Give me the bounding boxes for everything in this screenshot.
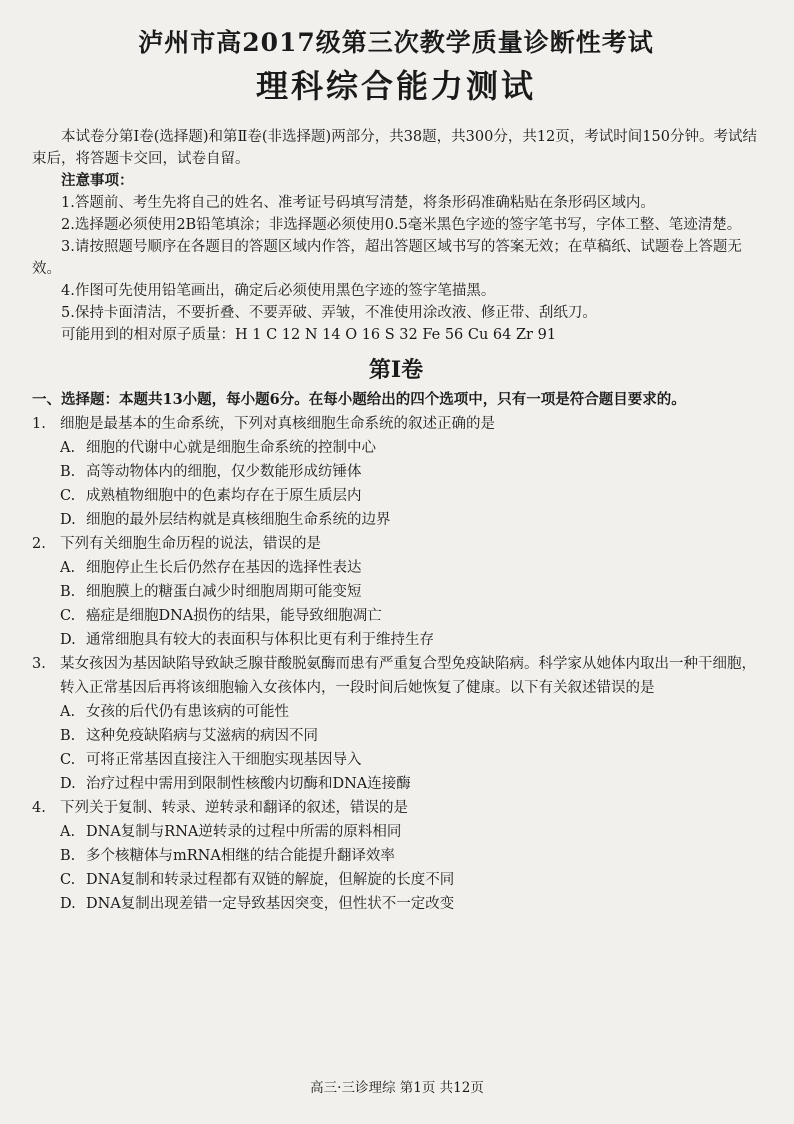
option-letter: D.: [60, 896, 76, 912]
intro-description: 本试卷分第Ⅰ卷(选择题)和第Ⅱ卷(非选择题)两部分，共38题，共300分，共12页，考试时间150分钟。考试结束后，将答题卡交回，试卷自留。: [32, 129, 757, 167]
option-text: 细胞的最外层结构就是真核细胞生命系统的边界: [86, 512, 391, 528]
option-letter: D.: [60, 776, 76, 792]
page-footer: 高三·三诊理综 第1页 共12页: [310, 1080, 484, 1096]
option-a: [60, 556, 760, 580]
notice-title: 注意事项：: [61, 172, 134, 189]
option-text: DNA复制与RNA逆转录的过程中所需的原料相同: [86, 824, 402, 840]
question-stem: [32, 532, 760, 556]
option-b: [60, 844, 760, 868]
question-1: [32, 412, 760, 532]
question-number: 2.: [32, 536, 46, 552]
option-text: 癌症是细胞DNA损伤的结果，能导致细胞凋亡: [86, 608, 382, 624]
option-text: 细胞停止生长后仍然存在基因的选择性表达: [86, 560, 362, 576]
option-text: 通常细胞具有较大的表面积与体积比更有利于维持生存: [86, 632, 434, 648]
option-b: [60, 724, 760, 748]
question-text: 下列有关细胞生命历程的说法，错误的是: [60, 536, 321, 552]
option-letter: D.: [60, 512, 76, 528]
question-stem: [32, 652, 760, 700]
option-a: [60, 700, 760, 724]
question-stem: [32, 412, 760, 436]
option-text: 女孩的后代仍有患该病的可能性: [86, 704, 289, 720]
option-b: [60, 580, 760, 604]
option-letter: A.: [60, 440, 76, 456]
option-list: [32, 700, 760, 796]
question-number: 3.: [32, 656, 46, 672]
option-text: 这种免疫缺陷病与艾滋病的病因不同: [86, 728, 318, 744]
question-text: 细胞是最基本的生命系统，下列对真核细胞生命系统的叙述正确的是: [60, 416, 495, 432]
section-title: 第Ⅰ卷: [368, 357, 424, 383]
question-stem: [32, 796, 760, 820]
option-c: [60, 748, 760, 772]
option-letter: B.: [60, 848, 76, 864]
intro-block: [32, 126, 760, 346]
option-letter: C.: [60, 872, 76, 888]
option-text: DNA复制出现差错一定导致基因突变，但性状不一定改变: [86, 896, 455, 912]
option-letter: B.: [60, 728, 76, 744]
option-d: [60, 892, 760, 916]
option-text: 高等动物体内的细胞，仅少数能形成纺锤体: [86, 464, 362, 480]
option-letter: A.: [60, 560, 76, 576]
option-letter: C.: [60, 608, 76, 624]
option-c: [60, 604, 760, 628]
option-letter: A.: [60, 824, 76, 840]
option-b: [60, 460, 760, 484]
option-a: [60, 436, 760, 460]
notice-item: 4.作图可先使用铅笔画出，确定后必须使用黑色字迹的签字笔描黑。: [61, 283, 496, 299]
question-text: 某女孩因为基因缺陷导致缺乏腺苷酸脱氨酶而患有严重复合型免疫缺陷病。科学家从她体内取出一种干细胞，转入正常基因后再将该细胞输入女孩体内，一段时间后她恢复了健康。以下有关叙述错误的是: [60, 656, 756, 696]
option-letter: C.: [60, 752, 76, 768]
option-letter: D.: [60, 632, 76, 648]
exam-title: 泸州市高2017级第三次教学质量诊断性考试: [138, 28, 654, 57]
option-text: 治疗过程中需用到限制性核酸内切酶和DNA连接酶: [86, 776, 411, 792]
option-d: [60, 508, 760, 532]
option-list: [32, 820, 760, 916]
question-number: 1.: [32, 416, 46, 432]
option-list: [32, 436, 760, 532]
option-text: 细胞的代谢中心就是细胞生命系统的控制中心: [86, 440, 376, 456]
option-d: [60, 772, 760, 796]
notice-item: 2.选择题必须使用2B铅笔填涂；非选择题必须使用0.5毫米黑色字迹的签字笔书写，字体工整、笔迹清楚。: [61, 217, 742, 233]
option-text: 可将正常基因直接注入干细胞实现基因导入: [86, 752, 362, 768]
option-text: DNA复制和转录过程都有双链的解旋，但解旋的长度不同: [86, 872, 455, 888]
option-letter: B.: [60, 464, 76, 480]
option-text: 多个核糖体与mRNA相继的结合能提升翻译效率: [86, 848, 395, 864]
question-2: [32, 532, 760, 652]
section-heading: 一、选择题：本题共13小题，每小题6分。在每小题给出的四个选项中，只有一项是符合题目要求的。: [32, 391, 686, 408]
question-number: 4.: [32, 800, 46, 816]
question-3: [32, 652, 760, 796]
option-letter: A.: [60, 704, 76, 720]
question-text: 下列关于复制、转录、逆转录和翻译的叙述，错误的是: [60, 800, 408, 816]
option-text: 细胞膜上的糖蛋白减少时细胞周期可能变短: [86, 584, 362, 600]
question-4: [32, 796, 760, 916]
option-c: [60, 868, 760, 892]
option-d: [60, 628, 760, 652]
option-a: [60, 820, 760, 844]
option-list: [32, 556, 760, 652]
option-letter: B.: [60, 584, 76, 600]
option-letter: C.: [60, 488, 76, 504]
exam-subtitle: 理科综合能力测试: [255, 67, 536, 105]
option-text: 成熟植物细胞中的色素均存在于原生质层内: [86, 488, 362, 504]
atomic-masses: 可能用到的相对原子质量：H 1 C 12 N 14 O 16 S 32 Fe 56 Cu 64 Zr 91: [61, 327, 557, 343]
option-c: [60, 484, 760, 508]
notice-item: 3.请按照题号顺序在各题目的答题区域内作答，超出答题区域书写的答案无效；在草稿纸、试题卷上答题无效。: [32, 239, 742, 277]
notice-item: 5.保持卡面清洁，不要折叠、不要弄破、弄皱，不准使用涂改液、修正带、刮纸刀。: [61, 305, 597, 321]
notice-item: 1.答题前、考生先将自己的姓名、准考证号码填写清楚，将条形码准确粘贴在条形码区域内。: [61, 195, 655, 211]
